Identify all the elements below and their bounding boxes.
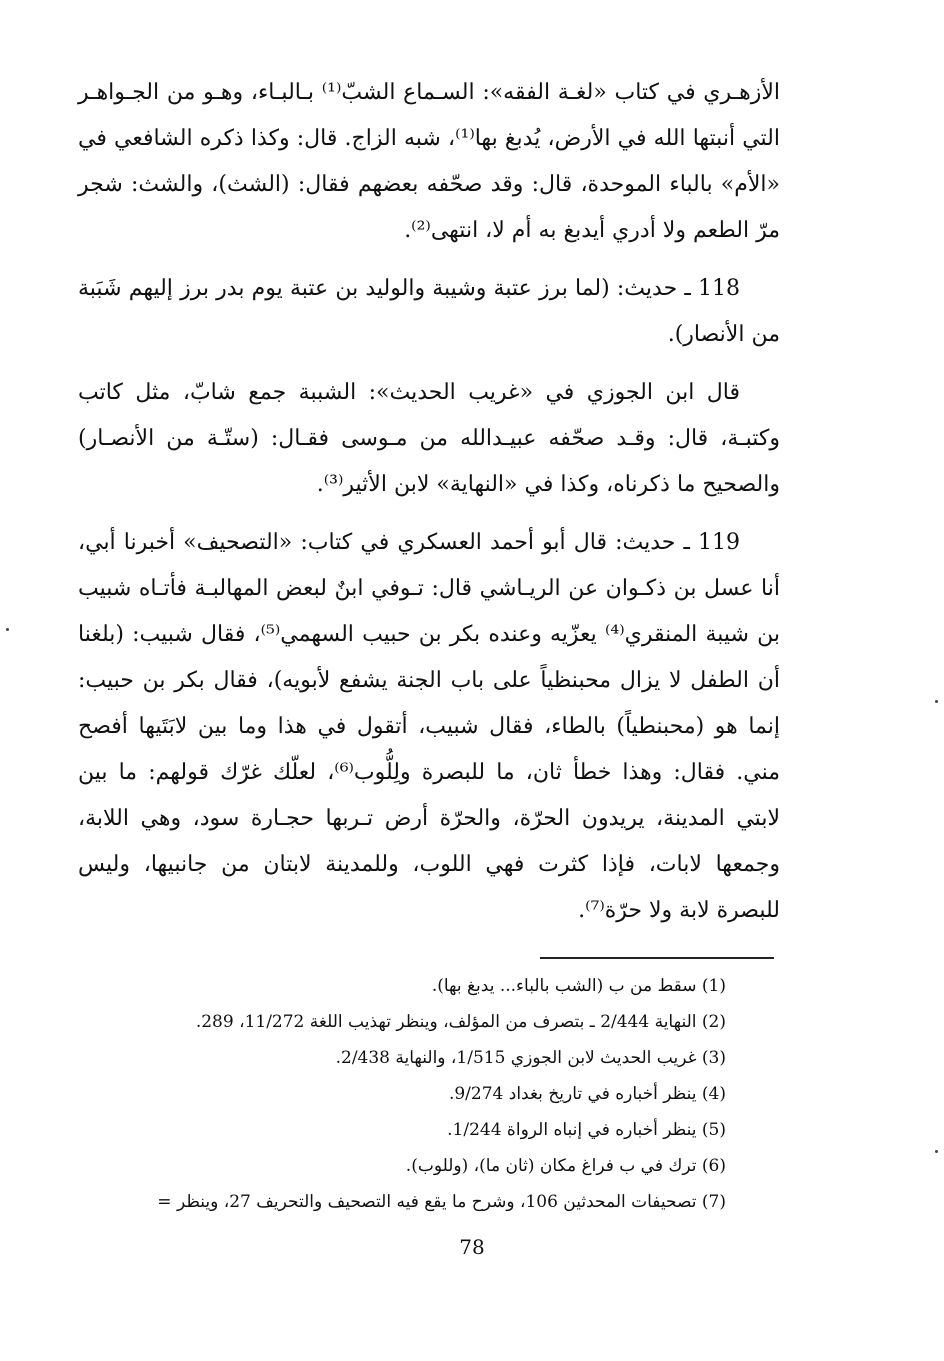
paragraph-hadith-118: 118 ـ حديث: (لما برز عتبة وشيبة والوليد بن عتبة يوم بدر برز إليهم شَبَبة من الأنصار). xyxy=(78,276,780,347)
page-number: 78 xyxy=(459,1235,485,1259)
footnotes-section xyxy=(40,968,726,1220)
footnote-3: (3) غريب الحديث لابن الجوزي 1/515، والنهاية 2/438. xyxy=(335,1048,726,1068)
main-text-body xyxy=(78,70,780,934)
footnote-1: (1) سقط من ب (الشب بالباء... يدبغ بها). xyxy=(431,976,726,996)
paragraph-azhari-quote: الأزهـري في كتاب «لغـة الفقه»: السـماع الشبّ⁽¹⁾ بـالبـاء، وهـو من الجـواهـر التي أنبتها الله في الأرض، يُدبغ بها⁽¹⁾، شبه الزاج. قال: وكذا ذكره الشافعي في «الأم» بالباء الموحدة، قال: وقد صحّفه بعضهم فقال: (الشث)، والشث: شجر مرّ الطعم ولا أدري أيدبغ به أم لا، انتهى⁽²⁾. xyxy=(78,80,781,243)
scan-speck xyxy=(935,1150,938,1153)
footnote-6: (6) ترك في ب فراغ مكان (ثان ما)، (وللوب). xyxy=(405,1156,726,1176)
scan-speck xyxy=(6,628,9,631)
footnote-2: (2) النهاية 2/444 ـ بتصرف من المؤلف، وينظر تهذيب اللغة 11/272، 289. xyxy=(195,1012,726,1032)
paragraph-ibn-jawzi-commentary: قال ابن الجوزي في «غريب الحديث»: الشببة جمع شابّ، مثل كاتب وكتبـة، قال: وقـد صحّفه عبيـدالله من مـوسى فقـال: (ستّـة من الأنصـار) والصحيح ما ذكرناه، وكذا في «النهاية» لابن الأثير⁽³⁾. xyxy=(78,380,780,497)
scan-speck xyxy=(935,700,938,703)
footnote-4: (4) ينظر أخباره في تاريخ بغداد 9/274. xyxy=(448,1084,726,1104)
footnote-divider xyxy=(540,957,774,959)
footnote-7: (7) تصحيفات المحدثين 106، وشرح ما يقع فيه التصحيف والتحريف 27، وينظر = xyxy=(157,1192,726,1212)
paragraph-hadith-119: 119 ـ حديث: قال أبو أحمد العسكري في كتاب: «التصحيف» أخبرنا أبي، أنا عسل بن ذكـوان عن الريـاشي قال: تـوفي ابنٌ لبعض المهالبـة فأتـاه شبيب بن شيبة المنقري⁽⁴⁾ يعزّيه وعنده بكر بن حبيب السهمي⁽⁵⁾، فقال شبيب: (بلغنا أن الطفل لا يزال محبنظياً على باب الجنة يشفع لأبويه)، فقال بكر بن حبيب: إنما هو (محبنطياً) بالطاء، فقال شبيب، أتقول في هذا وما بين لابَتَيها أفصح مني. فقال: وهذا خطأ ثان، ما للبصرة ولِلُّوب⁽⁶⁾، لعلّك غرّك قولهم: ما بين لابتي المدينة، يريدون الحرّة، والحرّة أرض تـربها حجـارة سود، وهي اللابة، وجمعها لابات، فإذا كثرت فهي اللوب، وللمدينة لابتان من جانبيها، وليس للبصرة لابة ولا حرّة⁽⁷⁾. xyxy=(78,530,780,923)
footnote-5: (5) ينظر أخباره في إنباه الرواة 1/244. xyxy=(447,1120,726,1140)
